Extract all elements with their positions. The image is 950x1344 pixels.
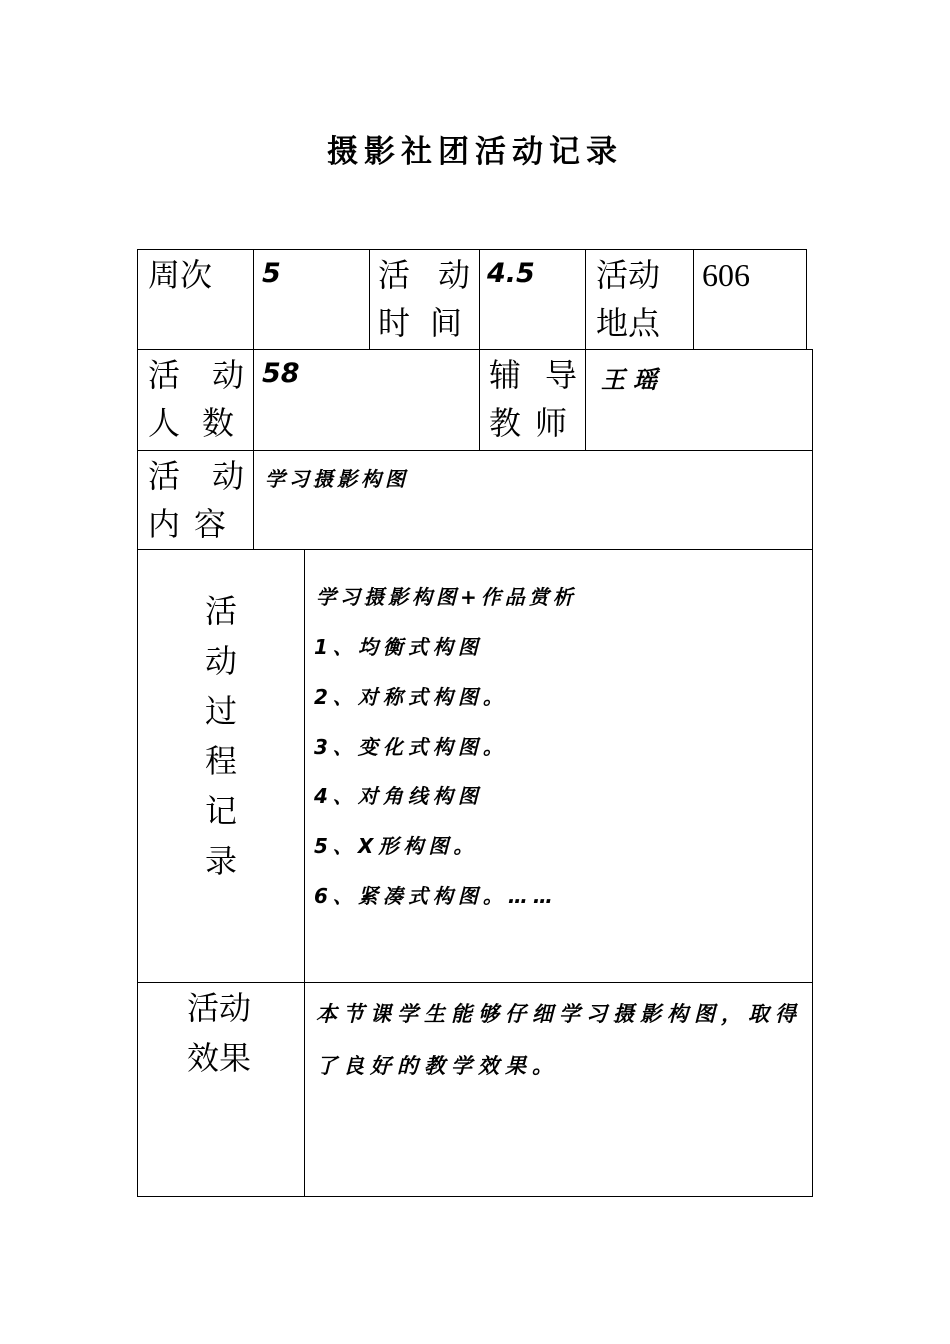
table-divider [137,982,813,983]
table-divider [137,349,813,350]
table-divider [479,249,480,450]
time-value: 4.5 [487,258,535,289]
week-value: 5 [262,258,281,289]
place-label: 活动 [596,256,661,294]
table-divider [369,249,370,349]
table-border-top [137,249,807,250]
count-value: 58 [262,358,300,389]
teacher-label: 教 师 [489,404,567,442]
content-label: 内 容 [148,505,226,543]
table-divider [693,249,694,349]
list-item: 1、均衡式构图 [314,635,483,659]
table-divider [137,450,813,451]
list-item: 4、对角线构图 [314,784,483,808]
week-label: 周次 [148,256,213,294]
count-label: 活 动 [148,356,244,394]
process-heading: 学习摄影构图+作品赏析 [316,585,577,609]
content-label: 活 动 [148,457,244,495]
effect-text: 本节课学生能够仔细学习摄影构图，取得了良好的教学效果。 [316,1002,802,1078]
place-label: 地点 [596,304,661,342]
page-title: 摄影社团活动记录 [327,134,623,170]
list-item: 2、对称式构图。 [314,685,508,709]
count-label: 人 数 [148,404,234,442]
place-value: 606 [702,257,750,293]
teacher-value: 王瑶 [601,366,665,394]
list-item: 6、紧凑式构图。…… [314,884,558,908]
table-border-left [137,249,138,1197]
table-border-right [812,349,813,1197]
table-divider [253,450,254,549]
table-divider [137,549,813,550]
table-divider [253,249,254,450]
teacher-label: 辅 导 [489,356,577,394]
table-divider [585,249,586,450]
process-label: 活 动 过 程 记 录 [204,592,237,880]
table-border-bottom [137,1196,813,1197]
table-divider [304,549,305,1197]
list-item: 5、X形构图。 [314,834,479,858]
content-value: 学习摄影构图 [265,467,409,491]
effect-label: 活动 [187,989,252,1027]
time-label: 活 动 [378,256,470,294]
time-label: 时 间 [378,304,462,342]
list-item: 3、变化式构图。 [314,735,508,759]
effect-label: 效果 [187,1039,252,1077]
table-border-right [806,249,807,349]
